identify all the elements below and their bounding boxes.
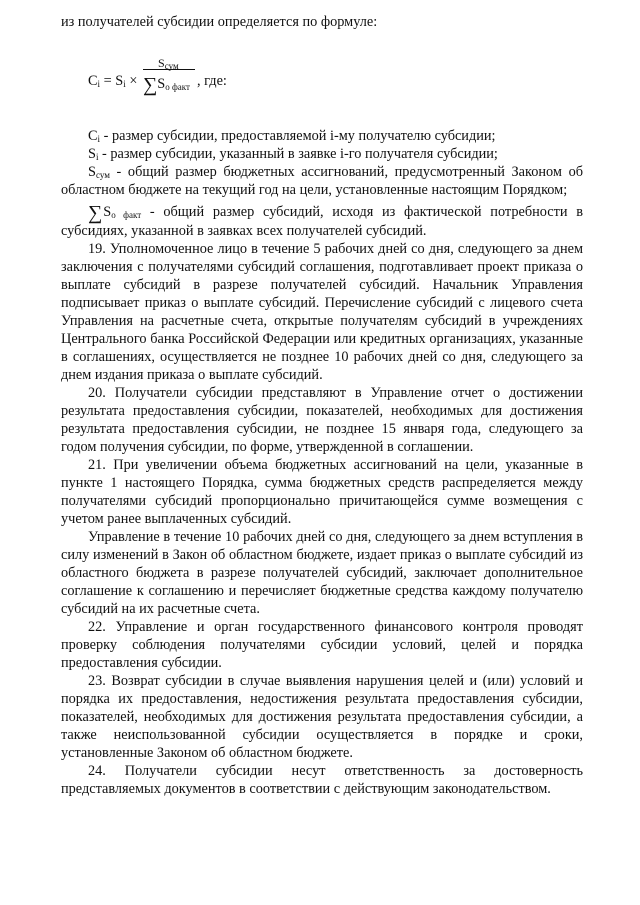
definition-ci: $C_i$ - размер субсидии, предоставляемой i-му получателю субсидии; xyxy=(88,128,496,144)
sum-sigma-icon: ∑ xyxy=(143,74,158,96)
definition-sfact: $\sum S_{о факт}$ - общий размер субсидий, исходя из фактической потребности в субсидиях, указанной в заявках всех получателей субсидий. xyxy=(61,202,583,239)
paragraph-23: 23. Возврат субсидии в случае выявления нарушения целей и (или) условий и порядка их предоставления, недостижения результата предоставления субсидии, показателей, необходимых для достижения результата предоставления субсидии, а также неиспользованной субсидии осуществляется в порядке и сроки, установленные Законом об областном бюджете. xyxy=(61,673,583,761)
paragraph-19: 19. Уполномоченное лицо в течение 5 рабочих дней со дня, следующего за днем заключения с получателями субсидий соглашения, подготавливает проект приказа о выплате субсидий в разрезе получателей субсидий. Начальник Управления подписывает приказ о выплате субсидий. Перечисление субсидий с лицевого счета Управления на расчетные счета, открытые получателям субсидий в учреждениях Центрального банка Российской Федерации или кредитных организациях, указанные в соглашениях, осуществляется не позднее 10 рабочих дней со дня, следующего за днем издания приказа о выплате субсидий. xyxy=(61,241,583,383)
definition-ssum: $S_{сум}$ - общий размер бюджетных ассигнований, предусмотренный Законом об областном бюджете на текущий год на цели, установленные настоящим Порядком; xyxy=(61,164,583,198)
paragraph-21: 21. При увеличении объема бюджетных ассигнований на цели, указанные в пункте 1 настоящего Порядка, сумма бюджетных средств распределяется между получателями субсидий пропорционально причитающейся сумме возмещения с учетом ранее выплаченных субсидий. xyxy=(61,457,583,527)
sum-sigma-icon: ∑ xyxy=(88,202,103,224)
definition-si: $S_i$ - размер субсидии, указанный в заявке i-го получателя субсидии; xyxy=(88,146,498,162)
formula-tail: , где: xyxy=(197,73,227,89)
document-body xyxy=(61,13,583,798)
paragraph-20: 20. Получатели субсидии представляют в Управление отчет о достижении результата предоставления субсидии, показателей, необходимых для достижения результата предоставления субсидии, не позднее 15 января года, следующего за годом получения субсидии, по форме, утвержденной в соглашении. xyxy=(61,385,583,455)
formula-lhs: $C_i = S_i$ × xyxy=(88,73,138,89)
formula-denominator: $\sum S_{о факт}$ xyxy=(143,74,190,96)
formula-numerator: $S_{сум}$ xyxy=(158,56,179,71)
formula-intro: из получателей субсидии определяется по формуле: xyxy=(61,14,378,30)
paragraph-22: 22. Управление и орган государственного финансового контроля проводят проверку соблюдения получателями субсидии условий, целей и порядка предоставления субсидии. xyxy=(61,619,583,671)
paragraph-21-continued: Управление в течение 10 рабочих дней со дня, следующего за днем вступления в силу изменений в Закон об областном бюджете, издает приказ о выплате субсидий из областного бюджета в разрезе получателей субсидий, заключает дополнительное соглашение к соглашению и перечисляет бюджетные средства каждому получателю субсидий на их расчетные счета. xyxy=(61,529,583,617)
formula-block xyxy=(61,31,583,127)
fraction-bar xyxy=(143,69,195,70)
paragraph-24: 24. Получатели субсидии несут ответственность за достоверность представляемых документов в соответствии с действующим законодательством. xyxy=(61,763,583,797)
